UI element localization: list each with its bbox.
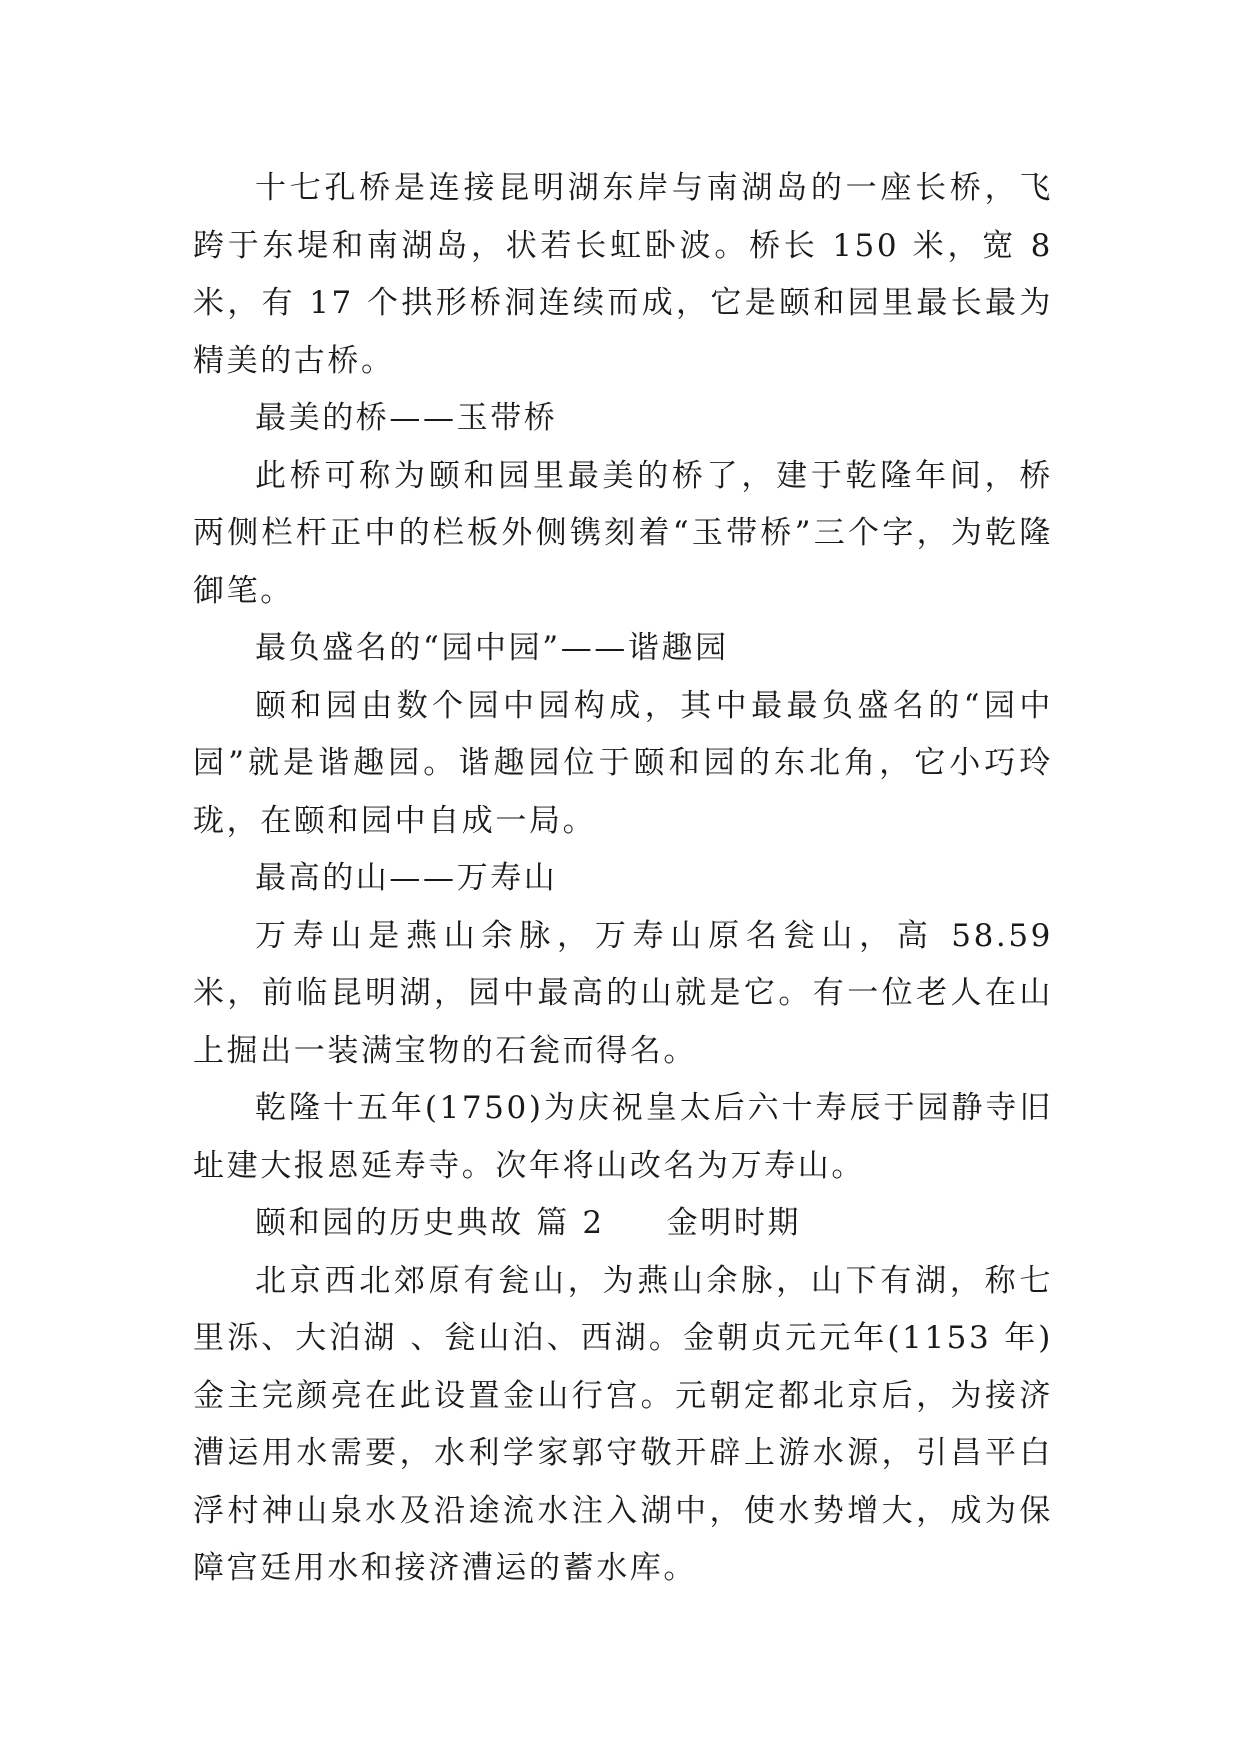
paragraph-seventeen-arch-bridge: 十七孔桥是连接昆明湖东岸与南湖岛的一座长桥，飞跨于东堤和南湖岛，状若长虹卧波。桥长 150 米，宽 8 米，有 17 个拱形桥洞连续而成，它是颐和园里最长最为精美的古桥。 [193,170,1053,379]
paragraph-qianlong-temple: 乾隆十五年(1750)为庆祝皇太后六十寿辰于园静寺旧址建大报恩延寿寺。次年将山改名为万寿山。 [193,1090,1053,1184]
document-body [193,160,1053,1598]
heading-jade-belt-bridge: 最美的桥——玉带桥 [255,400,558,436]
heading-longevity-hill: 最高的山——万寿山 [255,860,558,896]
paragraph-jin-ming-period: 北京西北郊原有瓮山，为燕山余脉，山下有湖，称七里泺、大泊湖 、瓮山泊、西湖。金朝贞元元年(1153 年)金主完颜亮在此设置金山行宫。元朝定都北京后，为接济漕运用水需要，水利学家郭守敬开辟上游水源，引昌平白浮村神山泉水及沿途流水注入湖中，使水势增大，成为保障宫廷用水和接济漕运的蓄水库。 [193,1262,1053,1586]
paragraph-jade-belt-bridge: 此桥可称为颐和园里最美的桥了，建于乾隆年间，桥两侧栏杆正中的栏板外侧镌刻着“玉带桥”三个字，为乾隆御笔。 [193,457,1053,609]
section-heading [193,1195,1053,1253]
section-subtitle: 金明时期 [666,1205,802,1241]
paragraph-xiequ-garden: 颐和园由数个园中园构成，其中最最负盛名的“园中园”就是谐趣园。谐趣园位于颐和园的东北角，它小巧玲珑，在颐和园中自成一局。 [193,687,1053,839]
section-title: 颐和园的历史典故 [255,1205,524,1241]
section-part: 篇 2 [536,1205,605,1241]
paragraph-longevity-hill: 万寿山是燕山余脉，万寿山原名瓮山，高 58.59 米，前临昆明湖，园中最高的山就是它。有一位老人在山上掘出一装满宝物的石瓮而得名。 [193,917,1053,1069]
heading-xiequ-garden: 最负盛名的“园中园”——谐趣园 [255,630,729,666]
